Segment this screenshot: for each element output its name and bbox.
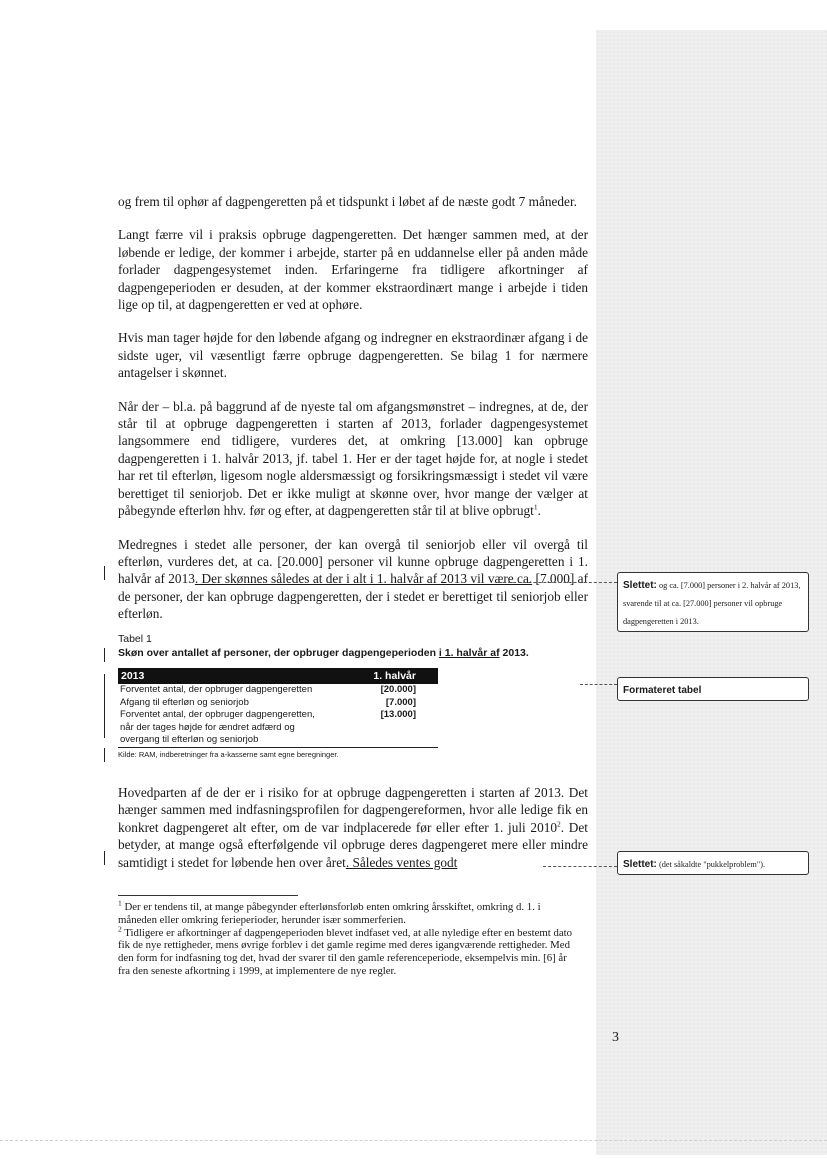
comment-deleted-2[interactable]: Slettet: (det såkaldte "pukkelproblem"). xyxy=(617,851,809,875)
table-label: Tabel 1 xyxy=(118,633,152,645)
paragraph-2: Langt færre vil i praksis opbruge dagpengeretten. Det hænger sammen med, at der løbende er ledige, der kommer i arbejde, starter på en uddannelse eller på anden måde forlader dagpengesystemet inden. Erfaringerne fra tidligere afkortninger af dagpengeperioden er desuden, at der kommer ekstraordinært mange i arbejde i tiden lige op til, at dagpengeretten er ved at ophøre. xyxy=(118,227,588,313)
footnotes xyxy=(118,898,580,978)
page-bottom-rule xyxy=(0,1140,827,1141)
row-value: [13.000] xyxy=(333,709,438,747)
comment-formatted-table[interactable]: Formateret tabel xyxy=(617,677,809,701)
inserted-text: . Således ventes godt xyxy=(345,854,458,870)
document-body xyxy=(118,193,588,639)
row-label: Forventet antal, der opbruger dagpengeretten, når der tages højde for ændret adfærd og overgang til efterløn og seniorjob xyxy=(118,709,333,747)
paragraph-6: Hovedparten af de der er i risiko for at opbruge dagpengeretten i starten af 2013. Det hænger sammen med indfasningsprofilen for dagpengereformen, hvor alle ledige fik en konkret dagpengeret alt efter, om de var indplacerede før eller efter 1. juli 2010$^2$. Det betyder, at mange også efterfølgende vil opbruge deres dagpengeret mere eller mindre samtidigt i stedet for løbende hen over året. Således ventes godt xyxy=(118,785,588,870)
change-bar xyxy=(104,648,105,662)
table-title: Skøn over antallet af personer, der opbruger dagpengeperioden i 1. halvår af 2013. xyxy=(118,647,529,659)
footnote-separator xyxy=(118,895,298,896)
table-1 xyxy=(118,633,588,760)
comment-connector xyxy=(580,684,617,685)
comment-connector xyxy=(498,582,617,583)
paragraph-1: og frem til ophør af dagpengeretten på et tidspunkt i løbet af de næste godt 7 måneder. xyxy=(118,194,577,209)
table-header-period: 1. halvår xyxy=(333,668,438,684)
inserted-text: . Der skønnes således at der i alt i 1. halvår af 2013 vil være ca. xyxy=(194,571,533,587)
row-label: Afgang til efterløn og seniorjob xyxy=(120,696,249,708)
table-row xyxy=(118,684,438,697)
change-bar xyxy=(104,674,105,738)
comment-deleted-1[interactable]: Slettet: og ca. [7.000] personer i 2. halvår af 2013, svarende til at ca. [27.000] personer vil opbruge dagpengeretten i 2013. xyxy=(617,572,809,632)
footnote-ref-2[interactable]: 2 xyxy=(557,819,561,829)
table-row xyxy=(118,697,438,710)
table-header-year: 2013 xyxy=(118,668,333,684)
table-source: Kilde: RAM, indberetninger fra a-kasserne samt egne beregninger. xyxy=(118,749,339,759)
comment-connector xyxy=(543,866,617,867)
data-table xyxy=(118,668,438,748)
row-value: [20.000] xyxy=(380,684,416,695)
row-label: Forventet antal, der opbruger dagpengeretten xyxy=(120,684,313,695)
footnote-ref-1[interactable]: 1 xyxy=(533,502,538,512)
change-bar xyxy=(104,566,105,580)
table-row xyxy=(118,709,438,747)
footnote-2: $^2$ Tidligere er afkortninger af dagpengeperioden blevet indfaset ved, at alle nyledige efter en bestemt dato fik de nye rettigheder, mens øvrige forblev i det gamle regime med deres igangværende rettigheder. Med den form for indfasning tog det, hvad der svarer til den gamle referenceperiode, eksempelvis min. [6] år fra den seneste afkortning i 1999, at implementere de nye regler. xyxy=(118,924,573,977)
footnote-1: $^1$ Der er tendens til, at mange påbegynder efterlønsforløb enten omkring årsskiftet, omkring d. 1. i måneden eller omkring ferieperioder, herunder især sommerferien. xyxy=(118,898,541,926)
page-number: 3 xyxy=(612,1030,619,1045)
table-header-row xyxy=(118,668,438,684)
change-bar xyxy=(104,851,105,865)
document-body-continued xyxy=(118,784,588,887)
change-bar xyxy=(104,748,105,762)
paragraph-4: Når der – bl.a. på baggrund af de nyeste tal om afgangsmønstret – indregnes, at de, der står til at opbruge dagpengeretten i starten af 2013, forlader dagpengesystemet langsommere end tidligere, vurderes det, at omkring [13.000] kan opbruge dagpengeretten i 1. halvår 2013, jf. tabel 1. Her er der taget højde for, at nogle i stedet har ret til efterløn, ligesom nogle aldersmæssigt og forsikringsmæssigt i stedet vil være berettiget til seniorjob. Det er ikke muligt at skønne over, hvor mange der vælger at påbegynde efterløn hhv. før og efter, at dagpengeretten står til at blive opbrugt$^1$. xyxy=(118,398,588,519)
row-value: [7.000] xyxy=(385,696,416,708)
paragraph-5: Medregnes i stedet alle personer, der kan overgå til seniorjob eller vil overgå til efterløn, vurderes det, at ca. [20.000] personer vil kunne opbruge dagpengeretten i 1. halvår af 2013. Der skønnes således at der i alt i 1. halvår af 2013 vil være ca. [7.000] af de personer, der kan opbruge dagpengeretten, der i stedet er berettiget til seniorjob eller efterløn. xyxy=(118,536,588,622)
paragraph-3: Hvis man tager højde for den løbende afgang og indregner en ekstraordinær afgang i de sidste uger, vil væsentligt færre opbruge dagpengeretten. Se bilag 1 for nærmere antagelser i skønnet. xyxy=(118,330,588,381)
